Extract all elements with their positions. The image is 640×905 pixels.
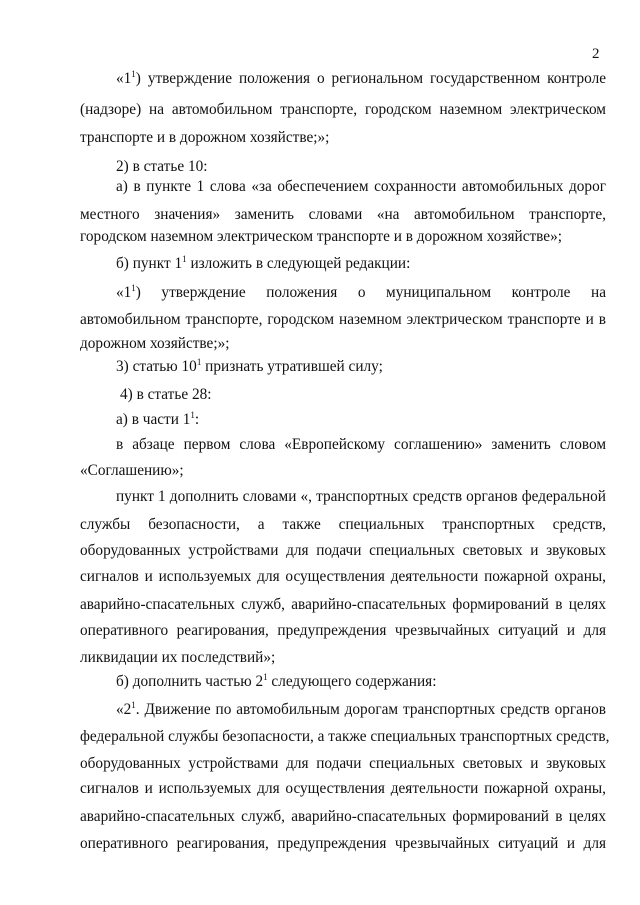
- text-line: пункт 1 дополнить словами «, транспортных средств органов федеральной: [116, 488, 606, 505]
- text-line: 3) статью $10^1$ признать утратившей силу;: [116, 357, 383, 375]
- text-line: а) в части $1^1$:: [116, 410, 200, 428]
- text-line: дорожном хозяйстве;»;: [80, 335, 230, 352]
- text-line: «$1^1$) утверждение положения о региональном государственном контроле: [116, 69, 606, 87]
- text-line: (надзоре) на автомобильном транспорте, городском наземном электрическом: [80, 101, 606, 118]
- text-line: сигналов и используемых для осуществления деятельности пожарной охраны,: [80, 568, 606, 585]
- text-line: а) в пункте 1 слова «за обеспечением сохранности автомобильных дорог: [116, 178, 606, 195]
- text-line: городском наземном электрическом транспорте и в дорожном хозяйстве»;: [80, 228, 563, 245]
- text-line: местного значения» заменить словами «на автомобильном транспорте,: [80, 206, 606, 223]
- text-line: аварийно-спасательных служб, аварийно-спасательных формирований в целях: [80, 596, 606, 613]
- text-line: транспорте и в дорожном хозяйстве;»;: [80, 129, 330, 146]
- text-line: оборудованных устройствами для подачи специальных световых и звуковых: [80, 542, 606, 559]
- text-line: автомобильном транспорте, городском наземном электрическом транспорте и в: [80, 311, 606, 328]
- text-line: аварийно-спасательных служб, аварийно-спасательных формирований в целях: [80, 808, 606, 825]
- text-line: «$2^1$. Движение по автомобильным дорогам транспортных средств органов: [116, 700, 606, 718]
- text-line: «Соглашению»;: [80, 462, 184, 479]
- text-line: оперативного реагирования, предупреждения чрезвычайных ситуаций и для: [80, 622, 606, 639]
- text-line: оперативного реагирования, предупреждения чрезвычайных ситуаций и для: [80, 835, 606, 852]
- page-number: 2: [592, 46, 600, 62]
- text-line: сигналов и используемых для осуществления деятельности пожарной охраны,: [80, 780, 606, 797]
- text-line: в абзаце первом слова «Европейскому соглашению» заменить словом: [116, 436, 606, 453]
- text-line: 2) в статье 10:: [116, 158, 208, 175]
- text-line: 4) в статье 28:: [120, 386, 212, 403]
- text-line: «$1^1$) утверждение положения о муниципальном контроле на: [116, 283, 606, 301]
- text-line: б) пункт $1^1$ изложить в следующей редакции:: [116, 254, 411, 272]
- text-line: оборудованных устройствами для подачи специальных световых и звуковых: [80, 755, 606, 772]
- text-line: ликвидации их последствий»;: [80, 649, 276, 666]
- text-line: службы безопасности, а также специальных транспортных средств,: [80, 516, 606, 533]
- text-line: б) дополнить частью $2^1$ следующего содержания:: [116, 672, 437, 690]
- text-line: федеральной службы безопасности, а также специальных транспортных средств,: [80, 728, 610, 745]
